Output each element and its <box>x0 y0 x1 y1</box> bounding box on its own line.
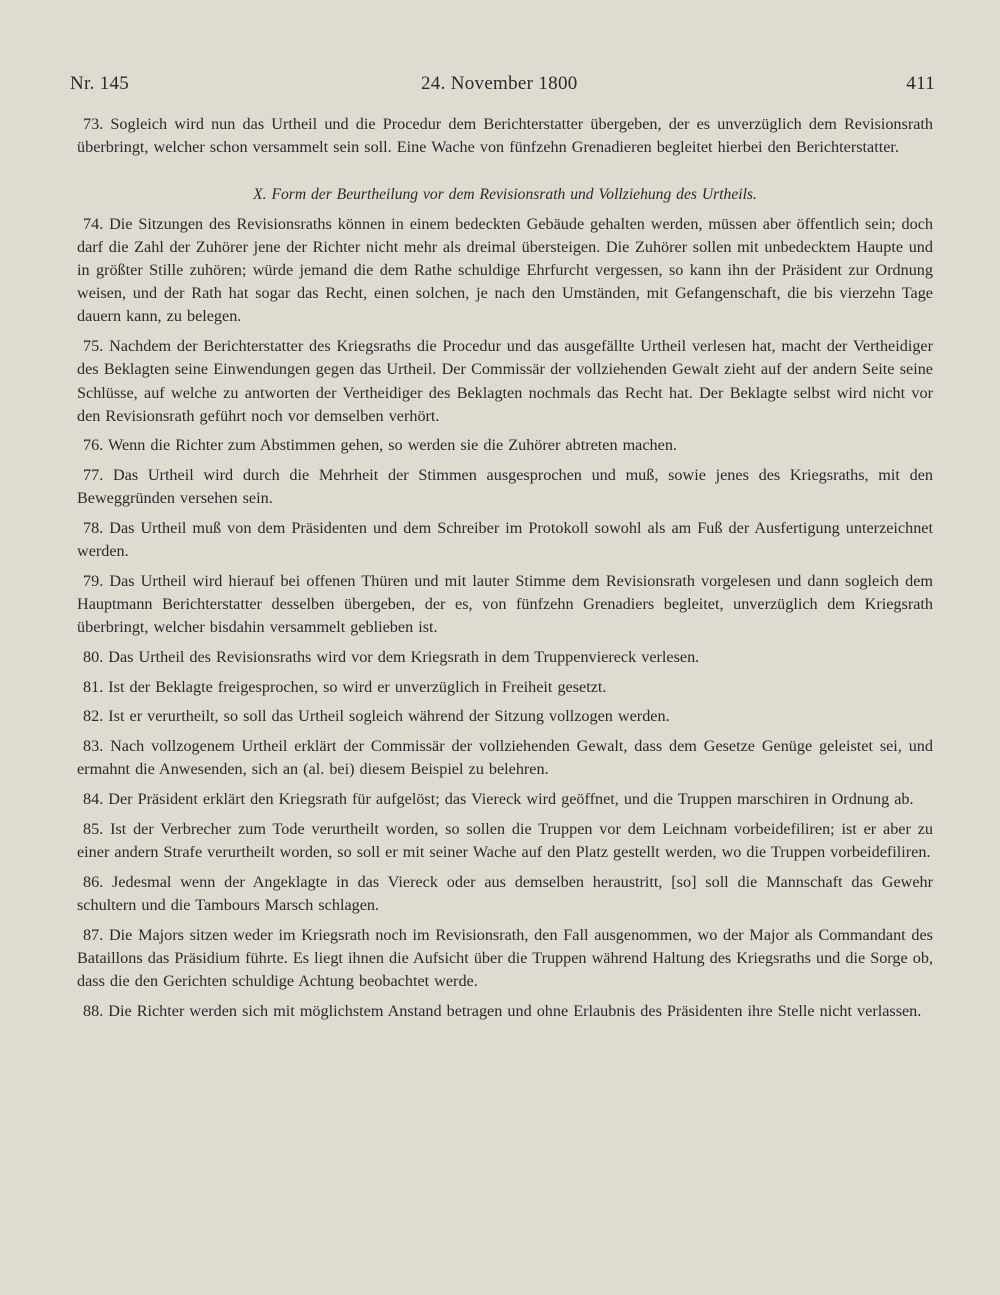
page-header <box>70 73 935 103</box>
document-body <box>77 113 933 1029</box>
paragraph-76: 76. Wenn die Richter zum Abstimmen gehen, so werden sie die Zuhörer abtreten machen. <box>83 436 677 455</box>
paragraph-78: 78. Das Urtheil muß von dem Präsidenten und dem Schreiber im Protokoll sowohl als am Fuß der Ausfertigung unterzeichnet werden. <box>77 519 933 561</box>
paragraph-77: 77. Das Urtheil wird durch die Mehrheit der Stimmen ausgesprochen und muß, sowie jenes des Kriegsraths, mit den Beweggründen versehen sein. <box>77 466 933 508</box>
paragraph-73: 73. Sogleich wird nun das Urtheil und die Procedur dem Berichterstatter übergeben, der es unverzüglich dem Revisionsrath überbringt, welcher schon versammelt sein soll. Eine Wache von fünfzehn Grenadieren begleitet hierbei den Berichterstatter. <box>77 115 933 157</box>
paragraph-82: 82. Ist er verurtheilt, so soll das Urtheil sogleich während der Sitzung vollzogen werden. <box>83 707 670 726</box>
page-number: 411 <box>906 73 935 94</box>
paragraph-75: 75. Nachdem der Berichterstatter des Kriegsraths die Procedur und das ausgefällte Urtheil verlesen hat, macht der Vertheidiger des Beklagten seine Einwendungen gegen das Urtheil. Der Commissär der vollziehenden Gewalt zieht auf der andern Seite seine Schlüsse, auf welche zu antworten der Vertheidiger des Beklagten nochmals das Recht hat. Der Beklagte selbst wird nicht vor den Revisionsrath geführt noch vor demselben verhört. <box>77 337 933 425</box>
section-heading: X. Form der Beurtheilung vor dem Revisionsrath und Vollziehung des Urtheils. <box>253 186 757 204</box>
paragraph-86: 86. Jedesmal wenn der Angeklagte in das Viereck oder aus demselben heraustritt, [so] soll die Mannschaft das Gewehr schultern und die Tambours Marsch schlagen. <box>77 872 933 914</box>
paragraph-85: 85. Ist der Verbrecher zum Tode verurtheilt worden, so sollen die Truppen vor dem Leichnam vorbeidefiliren; ist er aber zu einer andern Strafe verurtheilt worden, so soll er mit seiner Wache auf den Platz gestellt werden, wo die Truppen vorbeidefiliren. <box>77 819 933 861</box>
paragraph-79: 79. Das Urtheil wird hierauf bei offenen Thüren und mit lauter Stimme dem Revisionsrath vorgelesen und dann sogleich dem Hauptmann Berichterstatter desselben übergeben, der es, von fünfzehn Grenadiers begleitet, unverzüglich dem Kriegsrath überbringt, welcher bisdahin versammelt geblieben ist. <box>77 571 933 637</box>
paragraph-83: 83. Nach vollzogenem Urtheil erklärt der Commissär der vollziehenden Gewalt, dass dem Gesetze Genüge geleistet sei, und ermahnt die Anwesenden, sich an (al. bei) diesem Beispiel zu belehren. <box>77 737 933 779</box>
paragraph-81: 81. Ist der Beklagte freigesprochen, so wird er unverzüglich in Freiheit gesetzt. <box>83 677 607 696</box>
issue-number: Nr. 145 <box>70 73 130 94</box>
paragraph-88: 88. Die Richter werden sich mit möglichstem Anstand betragen und ohne Erlaubnis des Präsidenten ihre Stelle nicht verlassen. <box>83 1001 922 1020</box>
paragraph-84: 84. Der Präsident erklärt den Kriegsrath für aufgelöst; das Viereck wird geöffnet, und die Truppen marschiren in Ordnung ab. <box>83 790 914 809</box>
paragraph-80: 80. Das Urtheil des Revisionsraths wird vor dem Kriegsrath in dem Truppenviereck verlesen. <box>83 648 700 667</box>
paragraph-87: 87. Die Majors sitzen weder im Kriegsrath noch im Revisionsrath, den Fall ausgenommen, wo der Major als Commandant des Bataillons das Präsidium führte. Es liegt ihnen die Aufsicht über die Truppen während Haltung des Kriegsraths und die Sorge ob, dass die den Gerichten schuldige Achtung beobachtet werde. <box>77 925 933 990</box>
issue-date: 24. November 1800 <box>421 73 578 94</box>
paragraph-74: 74. Die Sitzungen des Revisionsraths können in einem bedeckten Gebäude gehalten werden, müssen aber öffentlich sein; doch darf die Zahl der Zuhörer jene der Richter nicht mehr als dreimal übersteigen. Die Zuhörer sollen mit unbedecktem Haupte und in größter Stille zuhören; würde jemand die dem Rathe schuldige Ehrfurcht vergessen, so kann ihn der Präsident zur Ordnung weisen, und der Rath hat sogar das Recht, einen solchen, je nach den Umständen, mit Gefangenschaft, die bis vierzehn Tage dauern kann, zu belegen. <box>77 214 933 326</box>
